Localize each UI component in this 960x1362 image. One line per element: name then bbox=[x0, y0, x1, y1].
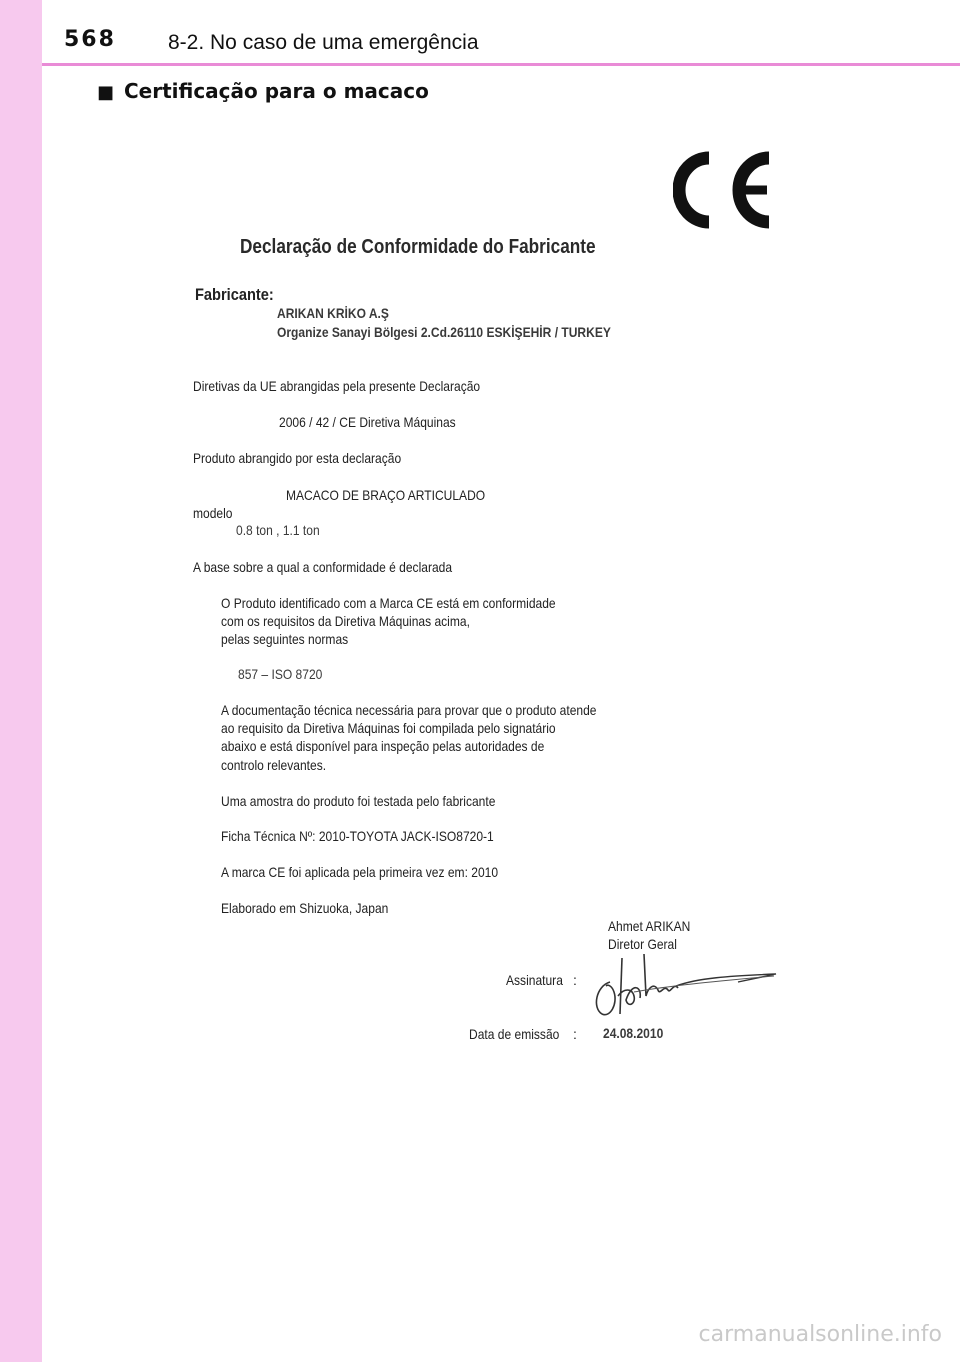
manufacturer-label: Fabricante: bbox=[195, 285, 274, 304]
ce-first-applied: A marca CE foi aplicada pela primeira vez em: 2010 bbox=[221, 864, 499, 880]
basis-line-1: O Produto identificado com a Marca CE está em conformidade bbox=[221, 595, 556, 611]
sample-tested: Uma amostra do produto foi testada pelo fabricante bbox=[221, 793, 496, 809]
signatory-name: Ahmet ARIKAN bbox=[608, 918, 691, 934]
directives-label: Diretivas da UE abrangidas pela presente Declaração bbox=[193, 378, 481, 394]
footer-watermark: carmanualsonline.info bbox=[698, 1322, 942, 1347]
directive: 2006 / 42 / CE Diretiva Máquinas bbox=[279, 414, 456, 430]
drawn-up: Elaborado em Shizuoka, Japan bbox=[221, 900, 389, 916]
manufacturer-name: ARIKAN KRİKO A.Ş bbox=[277, 305, 389, 321]
standard: 857 – ISO 8720 bbox=[238, 666, 323, 682]
basis-line-3: pelas seguintes normas bbox=[221, 631, 349, 647]
section-heading-text: Certificação para o macaco bbox=[123, 79, 429, 103]
product-name: MACACO DE BRAÇO ARTICULADO bbox=[286, 487, 486, 503]
square-bullet-icon: ■ bbox=[97, 82, 115, 103]
signature-label: Assinatura bbox=[506, 972, 563, 988]
documentation-line-2: ao requisito da Diretiva Máquinas foi compilada pelo signatário bbox=[221, 720, 556, 736]
issue-date-colon: : bbox=[573, 1026, 577, 1042]
issue-date: 24.08.2010 bbox=[603, 1025, 664, 1041]
ce-mark-icon bbox=[673, 150, 777, 230]
documentation-line-1: A documentação técnica necessária para provar que o produto atende bbox=[221, 702, 597, 718]
issue-date-label: Data de emissão bbox=[469, 1026, 560, 1042]
manufacturer-address: Organize Sanayi Bölgesi 2.Cd.26110 ESKİŞEHİR / TURKEY bbox=[277, 324, 611, 340]
basis-line-2: com os requisitos da Diretiva Máquinas acima, bbox=[221, 613, 470, 629]
declaration-title: Declaração de Conformidade do Fabricante bbox=[240, 236, 596, 258]
tech-file: Ficha Técnica Nº: 2010-TOYOTA JACK-ISO8720-1 bbox=[221, 828, 494, 844]
handwritten-signature bbox=[588, 952, 780, 1022]
signature-colon: : bbox=[573, 972, 577, 988]
product-label: Produto abrangido por esta declaração bbox=[193, 450, 402, 466]
documentation-line-4: controlo relevantes. bbox=[221, 757, 327, 773]
page-number: 568 bbox=[64, 27, 116, 52]
signatory-title: Diretor Geral bbox=[608, 936, 677, 952]
documentation-line-3: abaixo e está disponível para inspeção pelas autoridades de bbox=[221, 738, 545, 754]
model-values: 0.8 ton , 1.1 ton bbox=[236, 522, 320, 538]
basis-label: A base sobre a qual a conformidade é declarada bbox=[193, 559, 453, 575]
chapter-title: 8-2. No caso de uma emergência bbox=[168, 31, 479, 54]
model-label: modelo bbox=[193, 505, 233, 521]
